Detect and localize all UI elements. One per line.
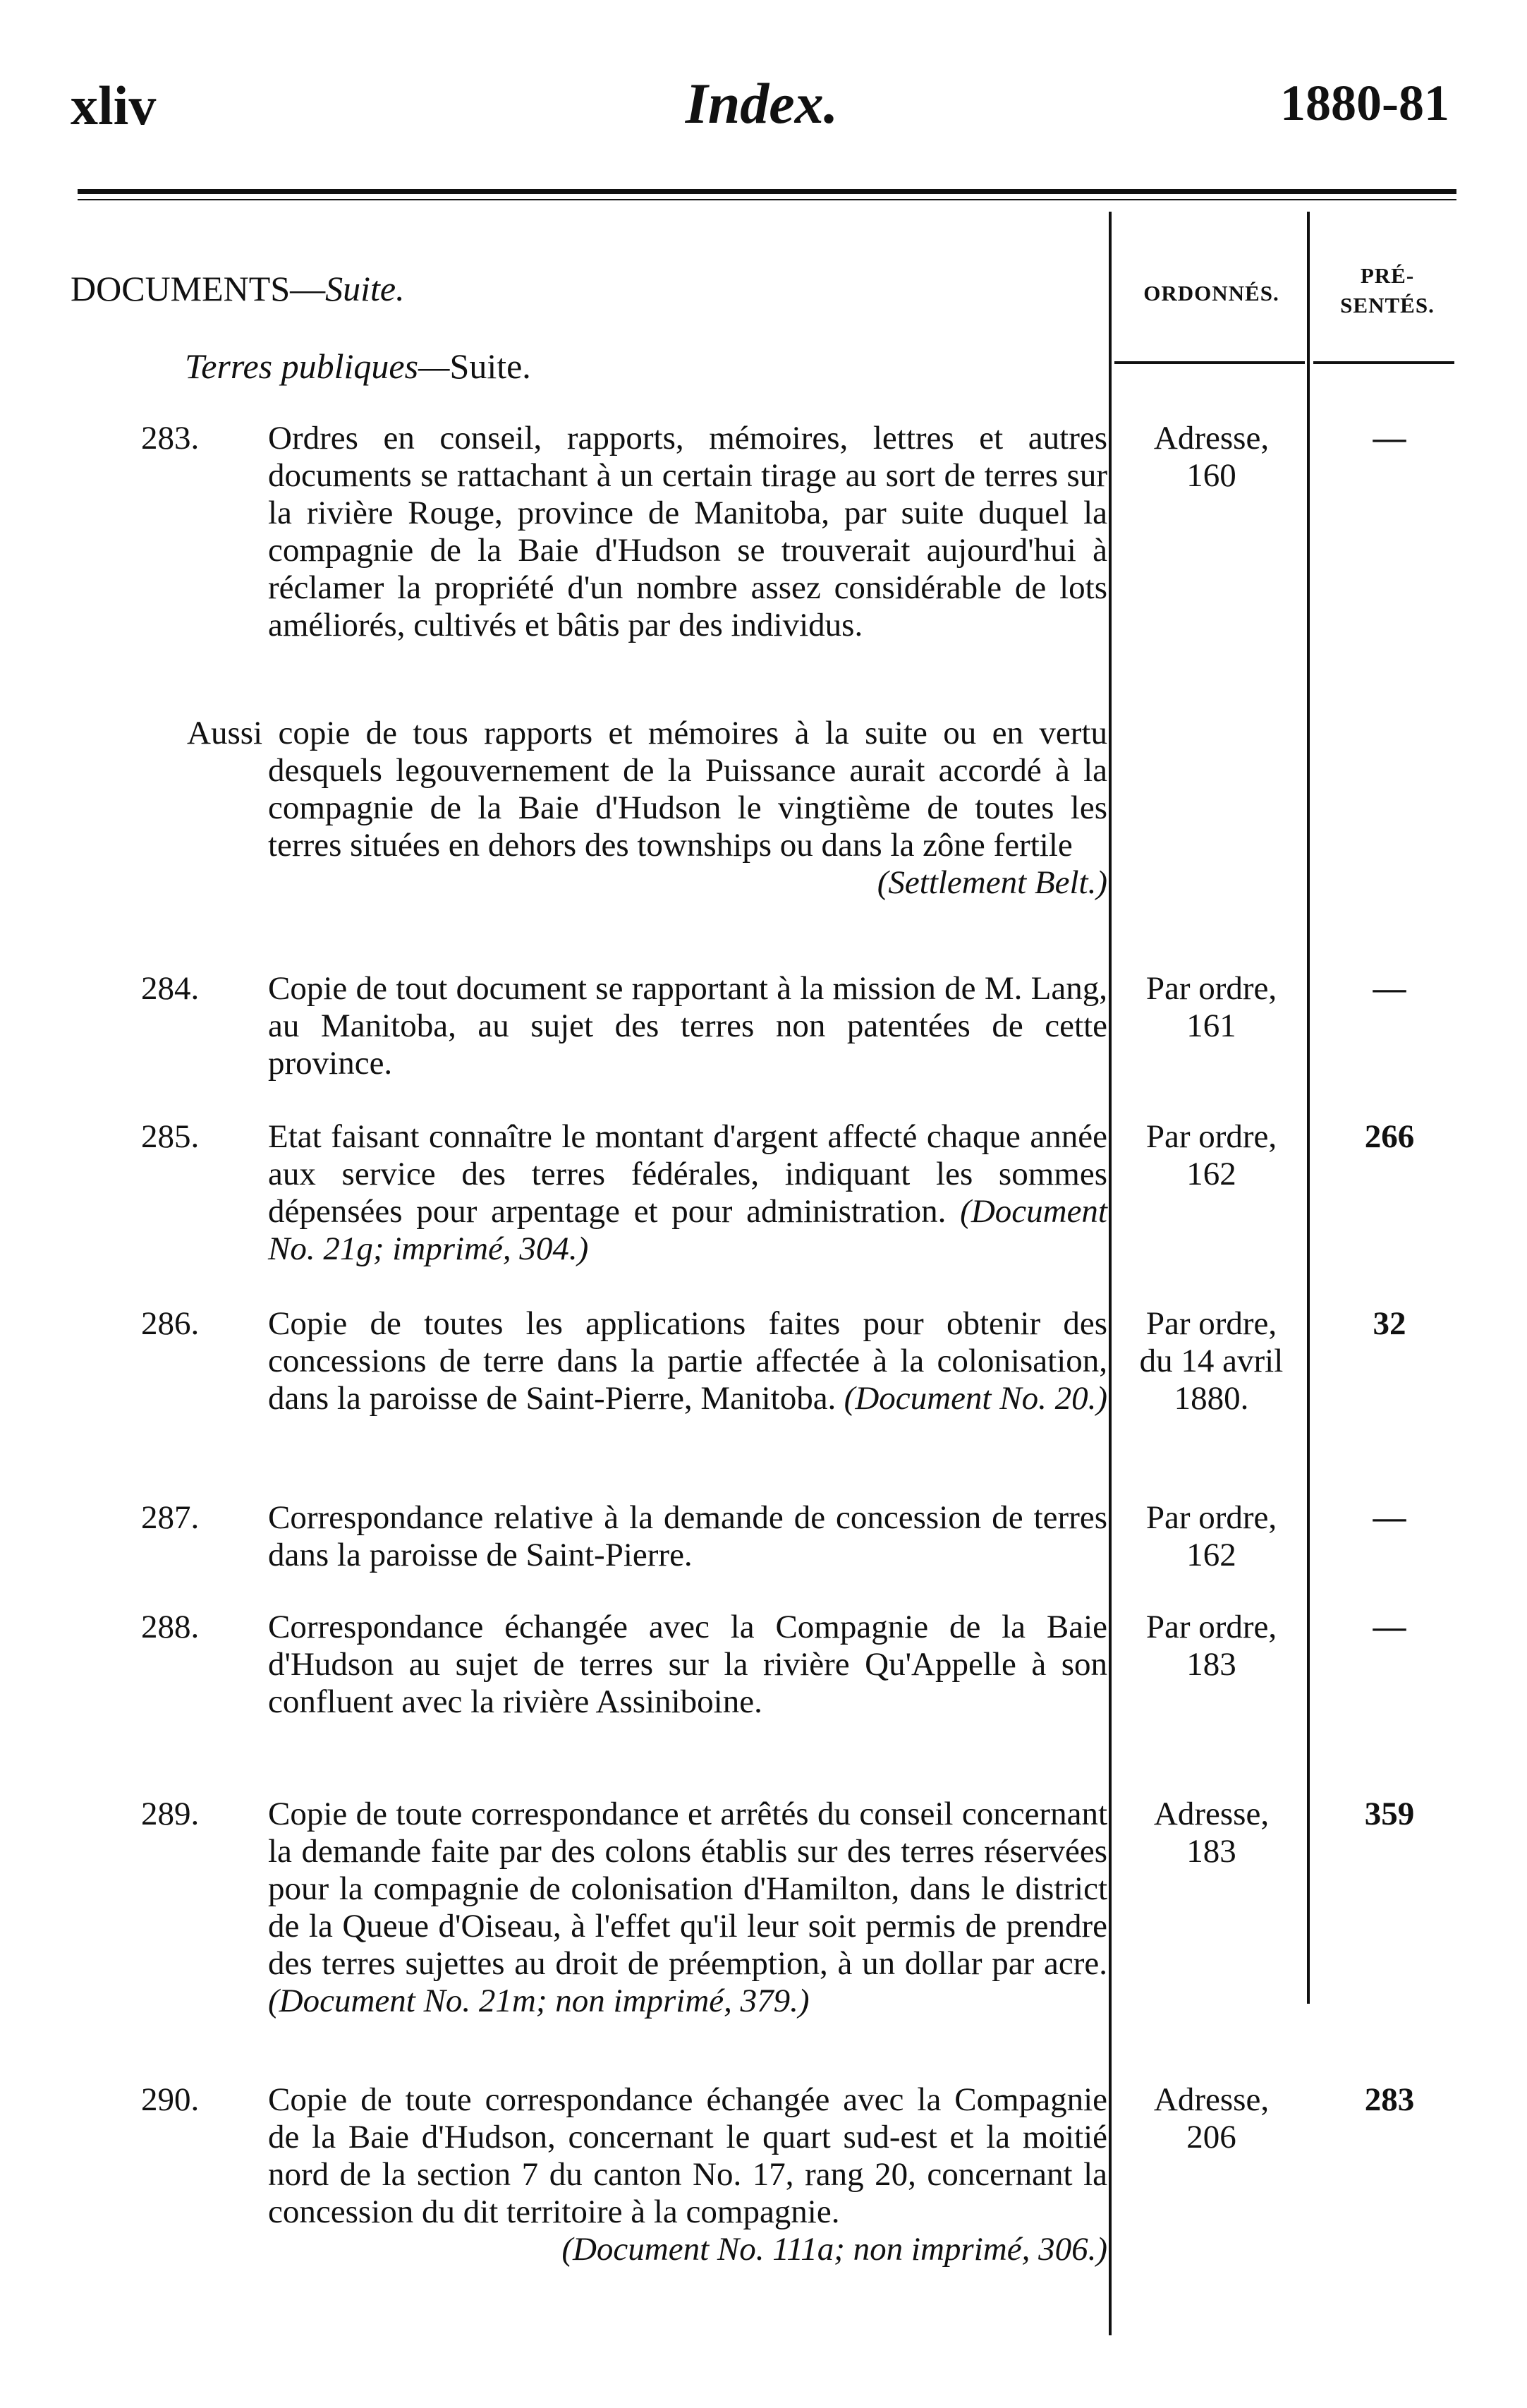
index-entry-continuation <box>141 715 1107 902</box>
entry-ordonnes <box>1118 1609 1305 1683</box>
index-entry <box>141 1499 1107 1574</box>
entry-number: 284. <box>141 970 200 1007</box>
entry-presentes: — <box>1373 1609 1406 1645</box>
entry-ordonnes <box>1118 420 1305 495</box>
entry-text: Correspondance relative à la demande de concession de terres dans la paroisse de Saint-Pierre. <box>268 1499 1107 1573</box>
column-header-presentes <box>1313 261 1461 320</box>
entry-number: 285. <box>141 1118 200 1155</box>
entry-presentes: — <box>1373 420 1406 456</box>
entry-reference: (Settlement Belt.) <box>877 864 1107 901</box>
ordonnes-line1: Par ordre, <box>1145 1118 1277 1155</box>
index-entry <box>141 970 1107 1082</box>
header-rule-thin <box>78 199 1456 200</box>
entry-presentes: — <box>1373 1499 1406 1536</box>
page-years: 1880-81 <box>1280 75 1449 131</box>
section-title-suite: Suite. <box>325 269 405 308</box>
entry-body <box>268 420 1107 644</box>
index-entry <box>141 420 1107 644</box>
column-head-rule-ordonnes <box>1114 361 1305 364</box>
ordonnes-line1: Par ordre, <box>1145 970 1277 1007</box>
entry-reference: (Document No. 21m; non imprimé, 379.) <box>268 1983 810 2019</box>
section-title-text: DOCUMENTS— <box>71 269 326 308</box>
index-entry <box>141 1609 1107 1721</box>
column-divider-left <box>1109 212 1112 2335</box>
entry-text <box>268 1118 1107 1268</box>
entry-number: 289. <box>141 1796 200 1832</box>
entry-body <box>268 1118 1107 1268</box>
entry-body <box>268 1499 1107 1574</box>
column-header-ordonnes: ORDONNÉS. <box>1143 281 1279 305</box>
ordonnes-line2: 183 <box>1186 1646 1236 1683</box>
ordonnes-line2: du 14 avril <box>1139 1343 1284 1379</box>
ordonnes-line2: 162 <box>1186 1537 1236 1573</box>
entry-presentes: 359 <box>1364 1796 1415 1832</box>
ordonnes-line2: 160 <box>1186 457 1236 494</box>
ordonnes-line1: Adresse, <box>1153 420 1270 456</box>
entry-presentes: 32 <box>1373 1305 1406 1342</box>
entry-ordonnes <box>1118 1305 1305 1417</box>
entry-presentes: — <box>1373 970 1406 1007</box>
ordonnes-line1: Par ordre, <box>1145 1305 1277 1342</box>
entry-presentes: 283 <box>1364 2081 1415 2118</box>
column-head-rule-presentes <box>1313 361 1454 364</box>
ordonnes-line2: 162 <box>1186 1156 1236 1192</box>
entry-number: 290. <box>141 2081 200 2118</box>
entry-body <box>268 1305 1107 1417</box>
header-rule-thick <box>78 189 1456 194</box>
index-entry <box>141 1796 1107 2020</box>
entry-body <box>187 715 1107 902</box>
ordonnes-line1: Adresse, <box>1153 2081 1270 2118</box>
entry-ordonnes <box>1118 1118 1305 1193</box>
entry-number: 286. <box>141 1305 200 1342</box>
column-header-presentes-line1: PRÉ- <box>1360 263 1415 288</box>
index-entry <box>141 1118 1107 1268</box>
ordonnes-line1: Par ordre, <box>1145 1499 1277 1536</box>
entry-text: Correspondance échangée avec la Compagnie de la Baie d'Hudson au sujet de terres sur la rivière Qu'Appelle à son confluent avec la rivière Assiniboine. <box>268 1609 1107 1720</box>
entry-ordonnes <box>1118 1796 1305 1870</box>
entry-body <box>268 2081 1107 2268</box>
entry-body <box>268 1609 1107 1721</box>
entry-text <box>268 1796 1107 2020</box>
entry-text: Copie de toute correspondance échangée avec la Compagnie de la Baie d'Hudson, concernant le quart sud-est et la moitié nord de la section 7 du canton No. 17, rang 20, concernant la concession du dit territoire à la compagnie. <box>268 2081 1107 2230</box>
ordonnes-line1: Par ordre, <box>1145 1609 1277 1645</box>
entry-reference: (Document No. 20.) <box>844 1380 1107 1417</box>
page-number: xliv <box>71 75 157 136</box>
page-title: Index. <box>685 71 839 135</box>
entry-text-main: Copie de toute correspondance et arrêtés du conseil concernant la demande faite par des colons établis sur des terres réservées pour la compagnie de colonisation d'Hamilton, dans le district de la Queue d'Oiseau, à l'effet qu'il leur soit permis de prendre des terres sujettes au droit de préemption, à un dollar par acre. <box>268 1796 1107 1982</box>
subsection-title <box>185 346 531 387</box>
column-header-presentes-line2: SENTÉS. <box>1340 293 1435 317</box>
index-entry <box>141 2081 1107 2268</box>
index-entry <box>141 1305 1107 1417</box>
ordonnes-line2: 206 <box>1186 2119 1236 2155</box>
entry-presentes: 266 <box>1364 1118 1415 1155</box>
entry-reference: (Document No. 21g; imprimé, 304.) <box>268 1193 1107 1267</box>
entry-text: Copie de toutes les applications faites pour obtenir des concessions de terre dans la partie affectée à la colonisation, dans la paroisse de Saint-Pierre, Manitoba. <box>268 1305 1107 1417</box>
entry-text: Copie de tout document se rapportant à la mission de M. Lang, au Manitoba, au sujet des terres non patentées de cette province. <box>268 970 1107 1082</box>
section-title <box>71 268 405 309</box>
entry-ordonnes <box>1118 970 1305 1045</box>
entry-reference: (Document No. 111a; non imprimé, 306.) <box>561 2231 1107 2268</box>
entry-number: 288. <box>141 1609 200 1645</box>
entry-ordonnes <box>1118 2081 1305 2156</box>
entry-number: 287. <box>141 1499 200 1536</box>
entry-ordonnes <box>1118 1499 1305 1574</box>
entry-text-main: Etat faisant connaître le montant d'argent affecté chaque année aux service des terres fédérales, indiquant les sommes dépensées pour arpentage et pour administration. <box>268 1118 1107 1230</box>
subsection-title-suite: Suite. <box>449 346 531 386</box>
entry-body <box>268 970 1107 1082</box>
ordonnes-line3: 1880. <box>1174 1380 1249 1417</box>
subsection-title-text: Terres publiques— <box>185 346 450 386</box>
entry-number: 283. <box>141 420 200 456</box>
column-divider-right <box>1307 212 1310 2004</box>
ordonnes-line2: 161 <box>1186 1008 1236 1044</box>
ordonnes-line2: 183 <box>1186 1833 1236 1870</box>
ordonnes-line1: Adresse, <box>1153 1796 1270 1832</box>
entry-text-continued: Aussi copie de tous rapports et mémoires à la suite ou en vertu desquels legouvernement de la Puissance aurait accordé à la compagnie de la Baie d'Hudson le vingtième de toutes les terres situées en dehors des townships ou dans la zône fertile <box>187 715 1107 864</box>
entry-text: Ordres en conseil, rapports, mémoires, lettres et autres documents se rattachant à un certain tirage au sort de terres sur la rivière Rouge, province de Manitoba, par suite duquel la compagnie de la Baie d'Hudson se trouverait aujourd'hui à réclamer la propriété d'un nombre assez considérable de lots améliorés, cultivés et bâtis par des individus. <box>268 420 1107 643</box>
entry-body <box>268 1796 1107 2020</box>
